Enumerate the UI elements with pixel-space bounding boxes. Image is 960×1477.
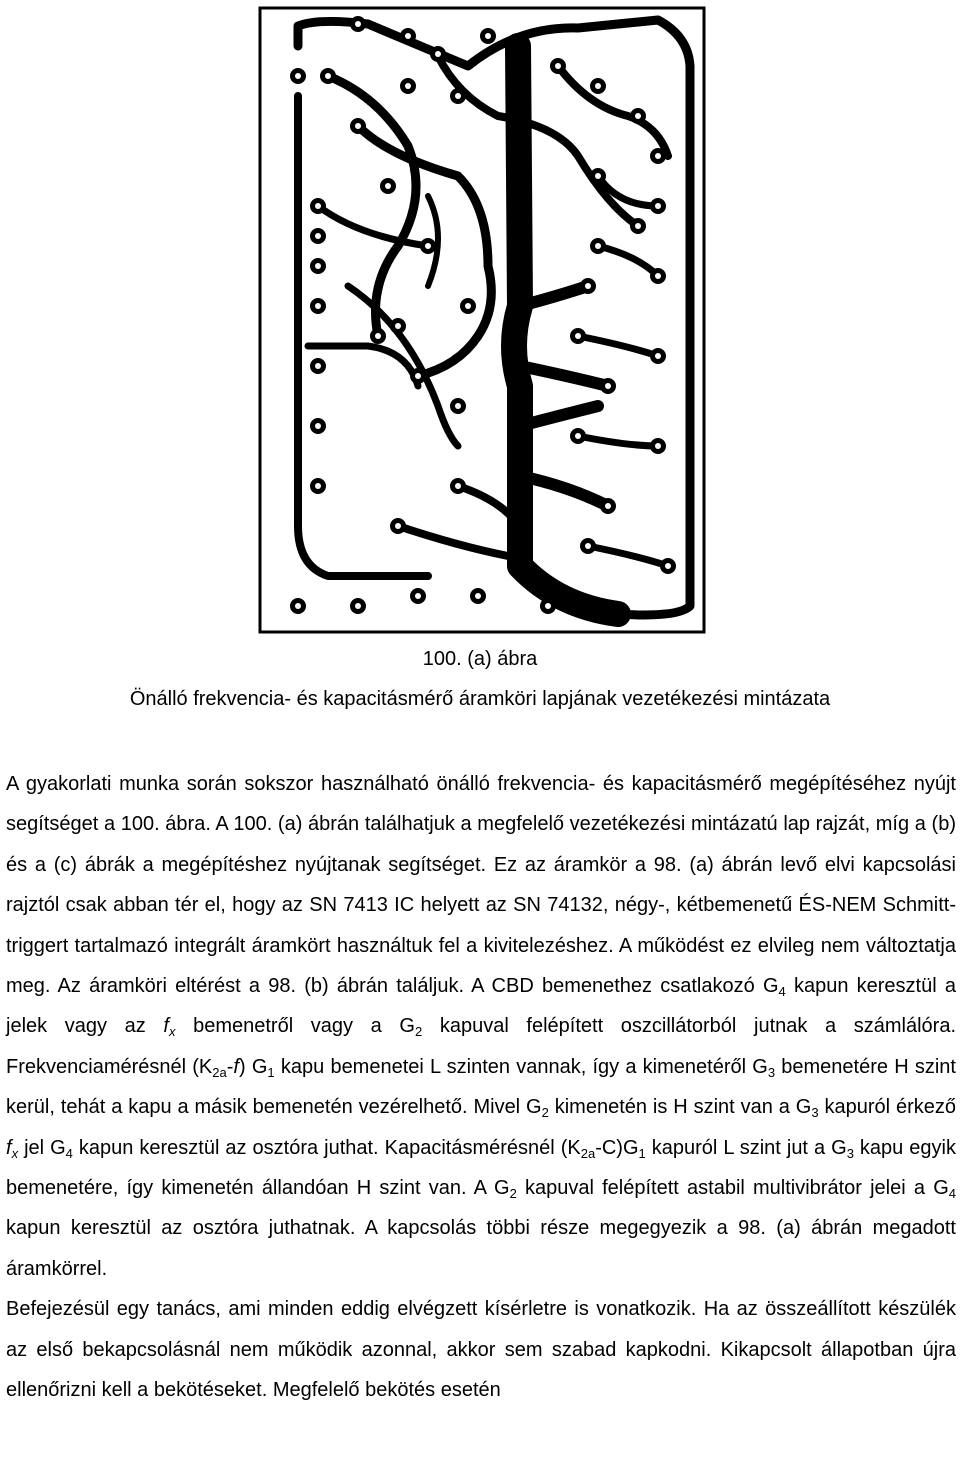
paragraph-1: A gyakorlati munka során sokszor használható önálló frekvencia- és kapacitásmérő megépítéséhez nyújt segítséget a 100. ábra. A 100. (a) ábrán találhatjuk a megfelelő vezetékezési mintázatú lap rajzát, míg a (b) és a (c) ábrák a megépítéshez nyújtanak segítséget. Ez az áramkör a 98. (a) ábrán levő elvi kapcsolási rajztól csak abban tér el, hogy az SN 7413 IC helyett az SN 74132, négy-, kétbemenetű ÉS-NEM Schmitt-triggert tartalmazó integrált áramkört használtuk fel a kivitelezéshez. A működést ez elvileg nem változtatja meg. Az áramköri eltérést a 98. (b) ábrán találjuk. A CBD bemenethez csatlakozó $G_4$ kapun keresztül a jelek vagy az $f_x$ bemenetről vagy a $G_2$ kapuval felépített oszcillátorból jutnak a számlálóra. Frekvenciamérésnél $(K_{2a}-f)$ $G_1$ kapu bemenetei L szinten vannak, így a kimenetéről $G_3$ bemenetére H szint kerül, tehát a kapu a másik bemenetén vezérelhető. Mivel $G_2$ kimenetén is H szint van a $G_3$ kapuról érkező $f_x$ jel $G_4$ kapun keresztül az osztóra juthat. Kapacitásmérésnél $(K_{2a}-C)G_1$ kapuról L szint jut a $G_3$ kapu egyik bemenetére, így kimenetén állandóan H szint van. A $G_2$ kapuval felépített astabil multivibrátor jelei a $G_4$ kapun keresztül az osztóra juthatnak. A kapcsolás többi része megegyezik a 98. (a) ábrán megadott áramkörrel.: [6, 773, 957, 1280]
paragraph-2: Befejezésül egy tanács, ami minden eddig elvégzett kísérletre is vonatkozik. Ha az összeállított készülék az első bekapcsolásnál nem működik azonnal, akkor sem szabad kapkodni. Kikapcsolt állapotban újra ellenőrizni kell a bekötéseket. Megfelelő bekötés esetén: [6, 1298, 956, 1402]
pcb-trace-layout-figure: [258, 6, 706, 634]
body-text: [6, 764, 956, 1411]
figure-number: 100. (a) ábra: [422, 648, 538, 670]
figure-title: Önálló frekvencia- és kapacitásmérő áramköri lapjának vezetékezési mintázata: [129, 688, 831, 710]
